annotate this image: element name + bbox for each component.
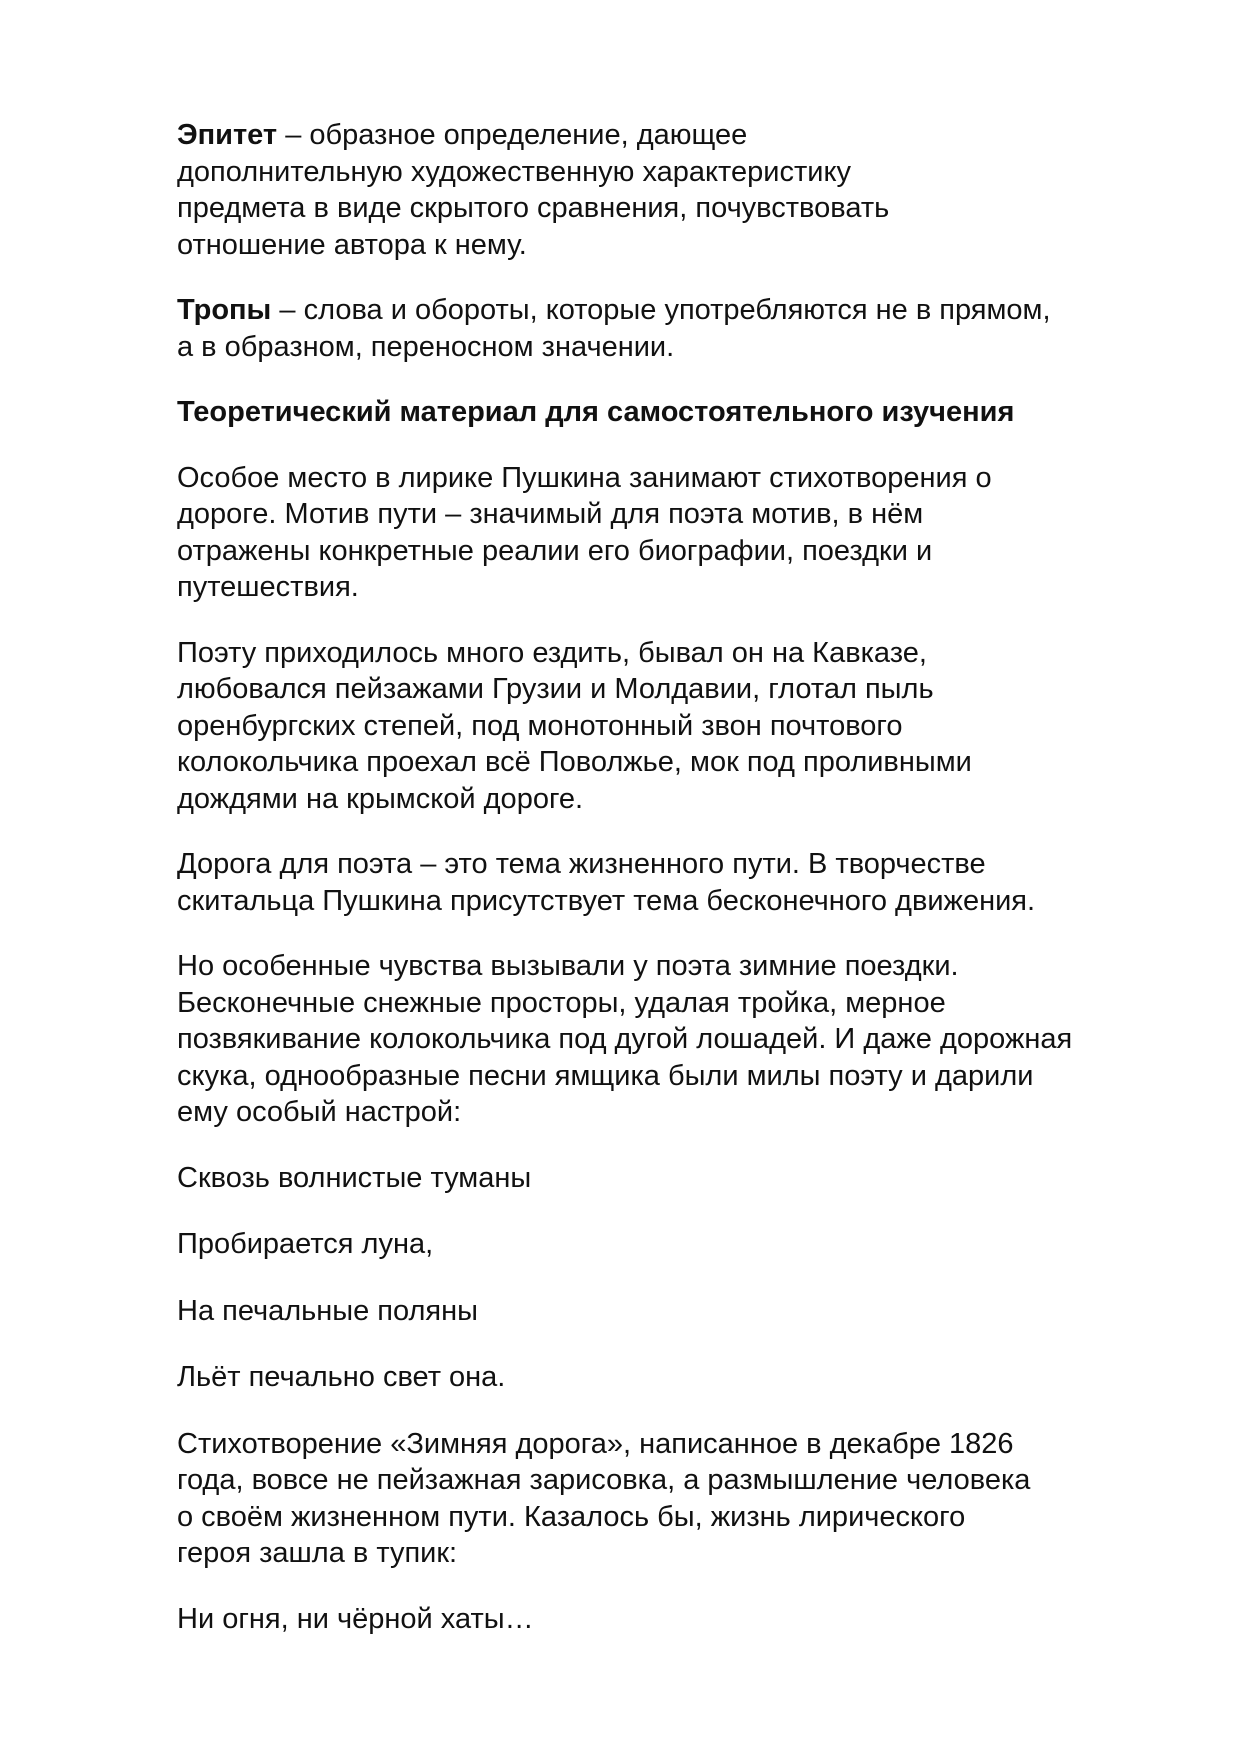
definition-epithet — [177, 117, 977, 263]
paragraph: Но особенные чувства вызывали у поэта зимние поездки. Бесконечные снежные просторы, удалая тройка, мерное позвякивание колокольчика под дугой лошадей. И даже дорожная скука, однообразные песни ямщика были милы поэту и дарили ему особый настрой: — [177, 950, 1073, 1128]
paragraph: Поэту приходилось много ездить, бывал он на Кавказе, любовался пейзажами Грузии и Молдавии, глотал пыль оренбургских степей, под монотонный звон почтового колокольчика проехал всё Поволжье, мок под проливными дождями на крымской дороге. — [177, 636, 972, 815]
paragraph: Стихотворение «Зимняя дорога», написанное в декабре 1826 года, вовсе не пейзажная зарисовка, а размышление человека о своём жизненном пути. Казалось бы, жизнь лирического героя зашла в тупик: — [177, 1427, 1031, 1569]
definition-term: Эпитет — [177, 119, 278, 151]
final-line: Ни огня, ни чёрной хаты… — [177, 1602, 534, 1635]
paragraph: Дорога для поэта – это тема жизненного пути. В творчестве скитальца Пушкина присутствует тема бесконечного движения. — [177, 848, 1036, 917]
definition-term: Тропы — [177, 294, 272, 326]
verse-line: На печальные поляны — [177, 1294, 478, 1327]
verse-line: Пробирается луна, — [177, 1228, 434, 1260]
document-body — [177, 117, 1157, 1667]
definition-tropes — [177, 292, 1067, 365]
verse-line: Льёт печально свет она. — [177, 1361, 506, 1393]
section-heading: Теоретический материал для самостоятельного изучения — [177, 396, 1015, 428]
verse-line: Сквозь волнистые туманы — [177, 1161, 532, 1194]
paragraph: Особое место в лирике Пушкина занимают стихотворения о дороге. Мотив пути – значимый для поэта мотив, в нём отражены конкретные реалии его биографии, поездки и путешествия. — [177, 461, 992, 603]
definition-text: – образное определение, дающее дополнительную художественную характеристику предмета в виде скрытого сравнения, почувствовать отношение автора к нему. — [177, 119, 890, 261]
definition-text: – слова и обороты, которые употребляются не в прямом, а в образном, переносном значении. — [177, 294, 1051, 363]
